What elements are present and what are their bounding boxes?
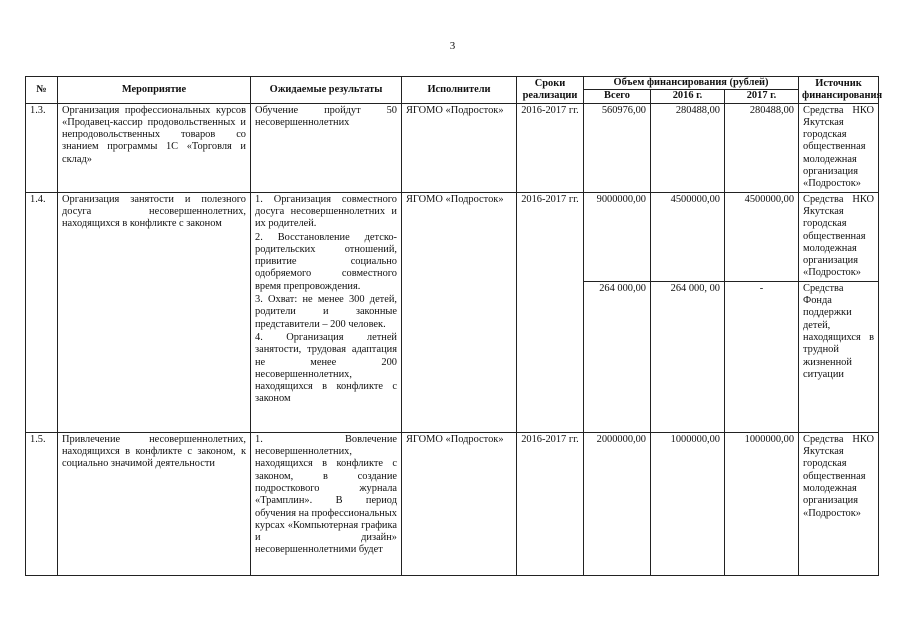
row-terms: 2016-2017 гг. (517, 192, 584, 432)
table-header-row (26, 77, 879, 90)
row-event: Организация занятости и полезного досуга несовершеннолетних, находящихся в конфликте с законом (58, 192, 251, 432)
result-item: 3. Охват: не менее 300 детей, родители и законные представители – 200 человек. (255, 294, 397, 330)
row-2017: 4500000,00 (725, 192, 799, 281)
row-results: 1. Вовлечение несовершеннолетних, находящихся в конфликте с законом, в создание подросткового журнала «Трамплин». В период обучения на профессиональных курсах «Компьютерная графика и дизайн» несовершеннолетними будет (251, 432, 402, 575)
table-row (26, 432, 879, 575)
header-source: Источник финансирования (799, 77, 879, 104)
row-2017: - (725, 281, 799, 432)
row-source: Средства НКО Якутская городская общественная молодежная организация «Подросток» (799, 103, 879, 192)
row-2016: 4500000,00 (651, 192, 725, 281)
row-num: 1.4. (26, 192, 58, 432)
header-num: № (26, 77, 58, 104)
table-row (26, 103, 879, 192)
row-2016: 280488,00 (651, 103, 725, 192)
row-results (251, 192, 402, 432)
page-number: 3 (449, 40, 456, 52)
row-terms: 2016-2017 гг. (517, 103, 584, 192)
table-row (26, 192, 879, 281)
row-executors: ЯГОМО «Подросток» (402, 192, 517, 432)
row-total: 560976,00 (584, 103, 651, 192)
row-2017: 1000000,00 (725, 432, 799, 575)
row-total: 9000000,00 (584, 192, 651, 281)
row-source: Средства Фонда поддержки детей, находящихся в трудной жизненной ситуации (799, 281, 879, 432)
row-event: Привлечение несовершеннолетних, находящихся в конфликте с законом, к социально значимой деятельности (58, 432, 251, 575)
header-funding: Объем финансирования (рублей) (584, 77, 799, 90)
row-terms: 2016-2017 гг. (517, 432, 584, 575)
header-2017: 2017 г. (725, 90, 799, 103)
row-2016: 264 000, 00 (651, 281, 725, 432)
header-results: Ожидаемые результаты (251, 77, 402, 104)
header-terms: Сроки реализации (517, 77, 584, 104)
result-item: 4. Организация летней занятости, трудовая адаптация не менее 200 несовершеннолетних, находящихся в конфликте с законом (255, 331, 397, 405)
result-item: 2. Восстановление детско-родительских отношений, привитие социально одобряемого совместного время препровождения. (255, 231, 397, 292)
header-executors: Исполнители (402, 77, 517, 104)
row-total: 2000000,00 (584, 432, 651, 575)
row-source: Средства НКО Якутская городская общественная молодежная организация «Подросток» (799, 432, 879, 575)
row-event: Организация профессиональных курсов «Продавец-кассир продовольственных и непродовольственных товаров со знанием программы 1С «Торговля и склад» (58, 103, 251, 192)
row-num: 1.3. (26, 103, 58, 192)
header-event: Мероприятие (58, 77, 251, 104)
row-total: 264 000,00 (584, 281, 651, 432)
row-executors: ЯГОМО «Подросток» (402, 103, 517, 192)
row-results: Обучение пройдут 50 несовершеннолетних (251, 103, 402, 192)
row-2016: 1000000,00 (651, 432, 725, 575)
header-2016: 2016 г. (651, 90, 725, 103)
action-plan-table (25, 76, 883, 576)
header-total: Всего (584, 90, 651, 103)
row-2017: 280488,00 (725, 103, 799, 192)
row-executors: ЯГОМО «Подросток» (402, 432, 517, 575)
row-source: Средства НКО Якутская городская общественная молодежная организация «Подросток» (799, 192, 879, 281)
row-num: 1.5. (26, 432, 58, 575)
result-item: 1. Организация совместного досуга несовершеннолетних и их родителей. (255, 193, 397, 230)
